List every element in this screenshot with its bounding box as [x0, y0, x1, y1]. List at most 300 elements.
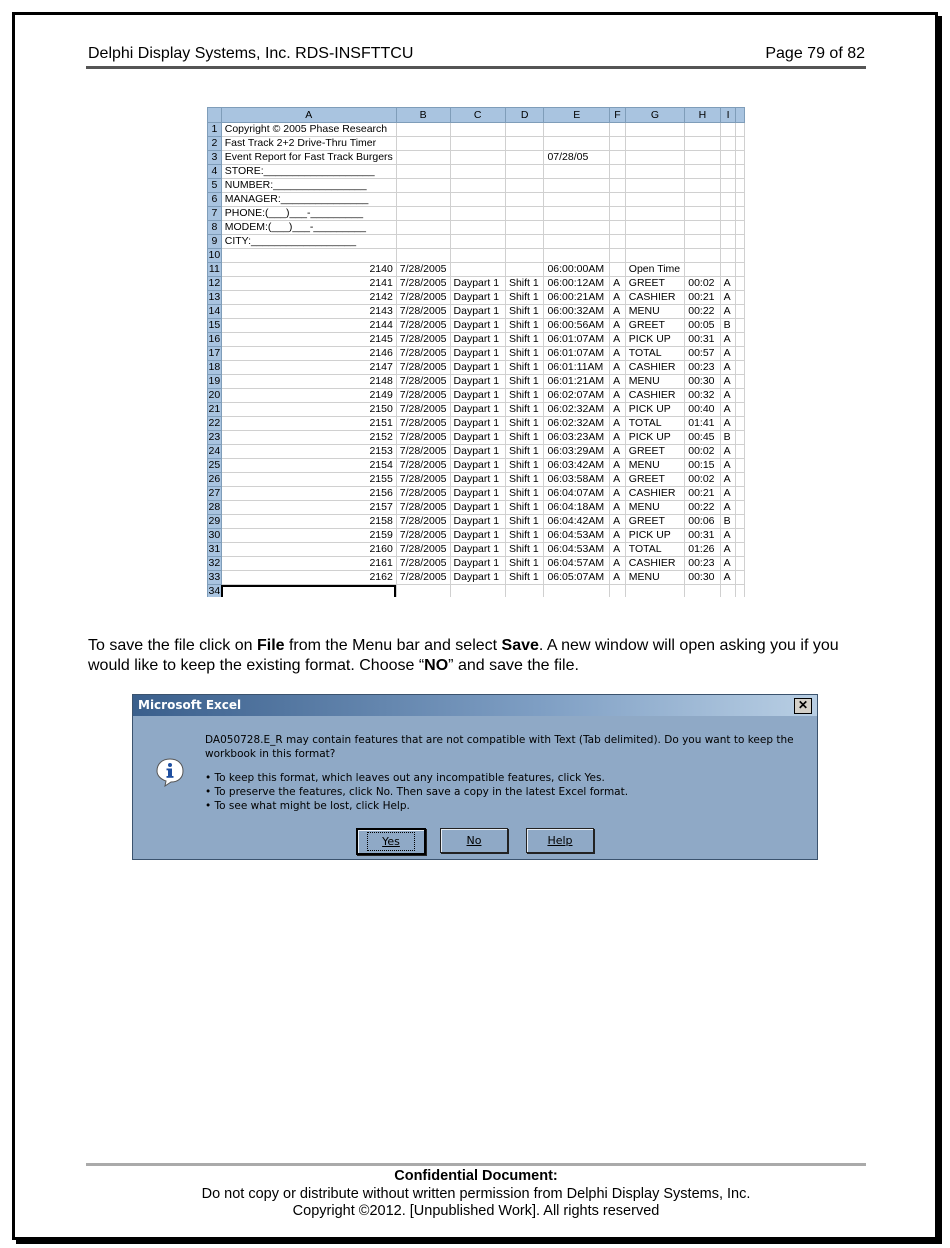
- cell[interactable]: 7/28/2005: [396, 529, 450, 543]
- cell[interactable]: 2152: [221, 431, 396, 445]
- cell[interactable]: [736, 487, 745, 501]
- cell[interactable]: 00:57: [685, 347, 720, 361]
- cell[interactable]: Daypart 1: [450, 347, 505, 361]
- cell[interactable]: A: [610, 375, 626, 389]
- cell[interactable]: Daypart 1: [450, 361, 505, 375]
- cell[interactable]: A: [720, 361, 736, 375]
- cell[interactable]: 7/28/2005: [396, 403, 450, 417]
- cell[interactable]: Shift 1: [505, 291, 544, 305]
- cell[interactable]: Shift 1: [505, 473, 544, 487]
- cell[interactable]: 7/28/2005: [396, 277, 450, 291]
- cell[interactable]: [544, 207, 610, 221]
- cell[interactable]: Daypart 1: [450, 333, 505, 347]
- cell[interactable]: Daypart 1: [450, 389, 505, 403]
- cell[interactable]: A: [610, 305, 626, 319]
- cell[interactable]: Daypart 1: [450, 445, 505, 459]
- cell[interactable]: 2154: [221, 459, 396, 473]
- cell[interactable]: B: [720, 431, 736, 445]
- cell[interactable]: [736, 585, 745, 598]
- cell[interactable]: NUMBER:________________: [221, 179, 396, 193]
- cell[interactable]: A: [720, 529, 736, 543]
- cell[interactable]: [720, 249, 736, 263]
- cell[interactable]: A: [610, 557, 626, 571]
- cell[interactable]: 06:00:32AM: [544, 305, 610, 319]
- row-header[interactable]: 13: [208, 291, 221, 303]
- cell[interactable]: [544, 585, 610, 598]
- cell[interactable]: [450, 193, 505, 207]
- cell[interactable]: 00:40: [685, 403, 720, 417]
- row-header[interactable]: 7: [208, 207, 222, 221]
- cell[interactable]: 00:05: [685, 319, 720, 333]
- cell[interactable]: 06:03:42AM: [544, 459, 610, 473]
- cell[interactable]: [505, 179, 544, 193]
- cell[interactable]: 2144: [221, 319, 396, 333]
- cell[interactable]: 06:03:58AM: [544, 473, 610, 487]
- cell[interactable]: MENU: [625, 571, 684, 585]
- row-header[interactable]: 11: [208, 263, 220, 275]
- cell[interactable]: GREET: [625, 473, 684, 487]
- cell[interactable]: 06:04:18AM: [544, 501, 610, 515]
- cell[interactable]: A: [720, 459, 736, 473]
- cell[interactable]: [505, 193, 544, 207]
- row-header[interactable]: 16: [208, 333, 221, 345]
- cell[interactable]: 7/28/2005: [396, 291, 450, 305]
- cell[interactable]: [736, 333, 745, 347]
- cell[interactable]: 7/28/2005: [396, 473, 450, 487]
- cell[interactable]: 00:30: [685, 571, 720, 585]
- cell[interactable]: 7/28/2005: [396, 515, 450, 529]
- cell[interactable]: [610, 179, 626, 193]
- cell[interactable]: [625, 165, 684, 179]
- cell[interactable]: 06:01:07AM: [544, 347, 610, 361]
- cell[interactable]: CASHIER: [625, 487, 684, 501]
- cell[interactable]: Shift 1: [505, 319, 544, 333]
- cell[interactable]: A: [720, 375, 736, 389]
- cell[interactable]: A: [610, 459, 626, 473]
- row-header[interactable]: 26: [208, 473, 221, 485]
- cell[interactable]: Daypart 1: [450, 543, 505, 557]
- cell[interactable]: A: [610, 361, 626, 375]
- cell[interactable]: A: [720, 403, 736, 417]
- cell[interactable]: 06:00:00AM: [544, 263, 610, 277]
- cell[interactable]: [396, 249, 450, 263]
- cell[interactable]: [505, 249, 544, 263]
- cell[interactable]: Event Report for Fast Track Burgers: [221, 151, 396, 165]
- cell[interactable]: [610, 123, 626, 137]
- cell[interactable]: [610, 207, 626, 221]
- cell[interactable]: 00:21: [685, 487, 720, 501]
- cell[interactable]: [544, 123, 610, 137]
- cell[interactable]: A: [610, 473, 626, 487]
- cell[interactable]: [610, 193, 626, 207]
- cell[interactable]: 7/28/2005: [396, 417, 450, 431]
- row-header[interactable]: 17: [208, 347, 221, 359]
- cell[interactable]: [450, 585, 505, 598]
- row-header[interactable]: 23: [208, 431, 221, 443]
- cell[interactable]: CASHIER: [625, 361, 684, 375]
- cell[interactable]: [610, 235, 626, 249]
- cell[interactable]: [625, 235, 684, 249]
- cell[interactable]: STORE:___________________: [221, 165, 396, 179]
- cell[interactable]: 7/28/2005: [396, 501, 450, 515]
- cell[interactable]: [720, 235, 736, 249]
- cell[interactable]: Daypart 1: [450, 515, 505, 529]
- cell[interactable]: PICK UP: [625, 529, 684, 543]
- cell[interactable]: [610, 263, 626, 277]
- cell[interactable]: Shift 1: [505, 305, 544, 319]
- cell[interactable]: Daypart 1: [450, 473, 505, 487]
- cell[interactable]: Shift 1: [505, 515, 544, 529]
- cell[interactable]: 7/28/2005: [396, 557, 450, 571]
- cell[interactable]: A: [610, 291, 626, 305]
- cell[interactable]: Shift 1: [505, 529, 544, 543]
- cell[interactable]: [625, 179, 684, 193]
- cell[interactable]: [736, 417, 745, 431]
- column-header[interactable]: F: [610, 108, 626, 123]
- cell[interactable]: Shift 1: [505, 557, 544, 571]
- cell[interactable]: [544, 179, 610, 193]
- cell[interactable]: [450, 263, 505, 277]
- cell[interactable]: Daypart 1: [450, 459, 505, 473]
- row-header[interactable]: 27: [208, 487, 221, 499]
- cell[interactable]: [736, 459, 745, 473]
- cell[interactable]: 2155: [221, 473, 396, 487]
- cell[interactable]: Shift 1: [505, 347, 544, 361]
- cell[interactable]: 2143: [221, 305, 396, 319]
- cell[interactable]: A: [610, 543, 626, 557]
- cell[interactable]: 06:00:21AM: [544, 291, 610, 305]
- cell[interactable]: 2149: [221, 389, 396, 403]
- select-all-corner[interactable]: [208, 108, 222, 123]
- cell[interactable]: 2142: [221, 291, 396, 305]
- cell[interactable]: MENU: [625, 501, 684, 515]
- cell[interactable]: [685, 249, 720, 263]
- cell[interactable]: [625, 585, 684, 598]
- cell[interactable]: [396, 123, 450, 137]
- cell[interactable]: [505, 221, 544, 235]
- cell[interactable]: 2158: [221, 515, 396, 529]
- cell[interactable]: [610, 585, 626, 598]
- row-header[interactable]: 12: [208, 277, 221, 289]
- cell[interactable]: GREET: [625, 445, 684, 459]
- cell[interactable]: [720, 585, 736, 598]
- cell[interactable]: [720, 179, 736, 193]
- cell[interactable]: TOTAL: [625, 417, 684, 431]
- cell[interactable]: 7/28/2005: [396, 487, 450, 501]
- cell[interactable]: 2151: [221, 417, 396, 431]
- cell[interactable]: A: [720, 543, 736, 557]
- cell[interactable]: Shift 1: [505, 361, 544, 375]
- cell[interactable]: A: [720, 347, 736, 361]
- cell[interactable]: GREET: [625, 515, 684, 529]
- cell[interactable]: 2147: [221, 361, 396, 375]
- cell[interactable]: A: [720, 473, 736, 487]
- row-header[interactable]: 3: [208, 151, 222, 165]
- cell[interactable]: A: [720, 501, 736, 515]
- cell[interactable]: [736, 389, 745, 403]
- cell[interactable]: [450, 249, 505, 263]
- cell[interactable]: Open Time: [625, 263, 684, 277]
- cell[interactable]: [610, 221, 626, 235]
- cell[interactable]: [736, 347, 745, 361]
- cell[interactable]: 2156: [221, 487, 396, 501]
- cell[interactable]: A: [610, 403, 626, 417]
- cell[interactable]: 00:21: [685, 291, 720, 305]
- row-header[interactable]: 4: [208, 165, 222, 179]
- row-header[interactable]: 24: [208, 445, 221, 457]
- cell[interactable]: [610, 249, 626, 263]
- cell[interactable]: [221, 249, 396, 263]
- cell[interactable]: 06:04:07AM: [544, 487, 610, 501]
- cell[interactable]: TOTAL: [625, 543, 684, 557]
- cell[interactable]: [736, 207, 745, 221]
- cell[interactable]: 2162: [221, 571, 396, 585]
- cell[interactable]: [736, 543, 745, 557]
- cell[interactable]: [685, 207, 720, 221]
- help-button[interactable]: Help: [526, 828, 594, 853]
- cell[interactable]: [736, 263, 745, 277]
- cell[interactable]: 00:02: [685, 473, 720, 487]
- cell[interactable]: 2148: [221, 375, 396, 389]
- row-header[interactable]: 30: [208, 529, 221, 541]
- cell[interactable]: 7/28/2005: [396, 347, 450, 361]
- cell[interactable]: [505, 585, 544, 598]
- cell[interactable]: [720, 221, 736, 235]
- column-header[interactable]: B: [396, 108, 450, 123]
- cell[interactable]: [544, 165, 610, 179]
- cell[interactable]: [685, 193, 720, 207]
- cell[interactable]: Shift 1: [505, 277, 544, 291]
- cell[interactable]: [685, 123, 720, 137]
- cell[interactable]: A: [720, 291, 736, 305]
- cell[interactable]: A: [720, 389, 736, 403]
- cell[interactable]: Daypart 1: [450, 501, 505, 515]
- cell[interactable]: [625, 123, 684, 137]
- cell[interactable]: [736, 151, 745, 165]
- row-header[interactable]: 18: [208, 361, 221, 373]
- cell[interactable]: 2160: [221, 543, 396, 557]
- row-header[interactable]: 21: [208, 403, 221, 415]
- cell[interactable]: 7/28/2005: [396, 571, 450, 585]
- row-header[interactable]: 1: [208, 123, 222, 137]
- cell[interactable]: A: [720, 417, 736, 431]
- cell[interactable]: B: [720, 319, 736, 333]
- row-header[interactable]: 31: [208, 543, 221, 555]
- cell[interactable]: PHONE:(___)___-_________: [221, 207, 396, 221]
- cell[interactable]: [396, 193, 450, 207]
- cell[interactable]: 06:01:21AM: [544, 375, 610, 389]
- cell[interactable]: [736, 137, 745, 151]
- cell[interactable]: [736, 277, 745, 291]
- cell[interactable]: [544, 221, 610, 235]
- cell[interactable]: 06:02:32AM: [544, 417, 610, 431]
- row-header[interactable]: 33: [208, 571, 221, 583]
- cell[interactable]: MANAGER:_______________: [221, 193, 396, 207]
- cell[interactable]: [505, 165, 544, 179]
- cell[interactable]: [685, 151, 720, 165]
- cell[interactable]: 06:04:53AM: [544, 529, 610, 543]
- cell[interactable]: [450, 137, 505, 151]
- cell[interactable]: 2159: [221, 529, 396, 543]
- cell[interactable]: A: [610, 529, 626, 543]
- cell[interactable]: A: [720, 305, 736, 319]
- cell[interactable]: [685, 179, 720, 193]
- cell[interactable]: [505, 137, 544, 151]
- cell[interactable]: 00:31: [685, 333, 720, 347]
- cell[interactable]: B: [720, 515, 736, 529]
- cell[interactable]: MENU: [625, 459, 684, 473]
- column-header[interactable]: E: [544, 108, 610, 123]
- cell[interactable]: [450, 179, 505, 193]
- no-button[interactable]: No: [440, 828, 508, 853]
- cell[interactable]: [720, 151, 736, 165]
- cell[interactable]: Daypart 1: [450, 375, 505, 389]
- cell[interactable]: [736, 179, 745, 193]
- cell[interactable]: PICK UP: [625, 431, 684, 445]
- cell[interactable]: Shift 1: [505, 431, 544, 445]
- cell[interactable]: Shift 1: [505, 543, 544, 557]
- cell[interactable]: [450, 151, 505, 165]
- cell[interactable]: [396, 137, 450, 151]
- cell[interactable]: Daypart 1: [450, 417, 505, 431]
- cell[interactable]: [736, 473, 745, 487]
- cell[interactable]: 00:45: [685, 431, 720, 445]
- cell[interactable]: Daypart 1: [450, 557, 505, 571]
- cell[interactable]: Shift 1: [505, 459, 544, 473]
- cell[interactable]: 06:04:42AM: [544, 515, 610, 529]
- cell[interactable]: 06:01:07AM: [544, 333, 610, 347]
- cell[interactable]: Daypart 1: [450, 305, 505, 319]
- cell[interactable]: [720, 207, 736, 221]
- row-header[interactable]: 15: [208, 319, 221, 331]
- cell[interactable]: PICK UP: [625, 403, 684, 417]
- close-icon[interactable]: ✕: [794, 698, 812, 714]
- cell[interactable]: [736, 557, 745, 571]
- cell[interactable]: 00:02: [685, 445, 720, 459]
- cell[interactable]: Shift 1: [505, 487, 544, 501]
- cell[interactable]: A: [610, 347, 626, 361]
- cell[interactable]: MENU: [625, 375, 684, 389]
- cell[interactable]: 7/28/2005: [396, 375, 450, 389]
- row-header[interactable]: 14: [208, 305, 221, 317]
- cell[interactable]: A: [610, 431, 626, 445]
- cell[interactable]: [736, 123, 745, 137]
- column-header[interactable]: D: [505, 108, 544, 123]
- cell[interactable]: 7/28/2005: [396, 333, 450, 347]
- cell[interactable]: 00:22: [685, 501, 720, 515]
- cell[interactable]: CASHIER: [625, 557, 684, 571]
- cell[interactable]: CASHIER: [625, 291, 684, 305]
- cell[interactable]: A: [610, 319, 626, 333]
- cell[interactable]: Daypart 1: [450, 487, 505, 501]
- cell[interactable]: [736, 431, 745, 445]
- cell[interactable]: 7/28/2005: [396, 459, 450, 473]
- cell[interactable]: A: [610, 445, 626, 459]
- cell[interactable]: [625, 249, 684, 263]
- cell[interactable]: A: [610, 501, 626, 515]
- cell[interactable]: [736, 319, 745, 333]
- cell[interactable]: [625, 221, 684, 235]
- cell[interactable]: A: [720, 445, 736, 459]
- cell[interactable]: [544, 137, 610, 151]
- cell[interactable]: 2146: [221, 347, 396, 361]
- cell[interactable]: [736, 375, 745, 389]
- row-header[interactable]: 19: [208, 375, 221, 387]
- cell[interactable]: Daypart 1: [450, 291, 505, 305]
- cell[interactable]: 2150: [221, 403, 396, 417]
- cell[interactable]: A: [610, 487, 626, 501]
- cell[interactable]: [736, 165, 745, 179]
- cell[interactable]: 00:02: [685, 277, 720, 291]
- cell[interactable]: 01:41: [685, 417, 720, 431]
- cell[interactable]: [544, 235, 610, 249]
- cell[interactable]: [736, 235, 745, 249]
- cell[interactable]: A: [610, 417, 626, 431]
- cell[interactable]: [396, 585, 450, 598]
- cell[interactable]: [610, 165, 626, 179]
- cell[interactable]: [625, 151, 684, 165]
- row-header[interactable]: 2: [208, 137, 222, 151]
- cell[interactable]: 2141: [221, 277, 396, 291]
- cell[interactable]: 2140: [221, 263, 396, 277]
- cell[interactable]: [685, 235, 720, 249]
- cell[interactable]: A: [720, 557, 736, 571]
- row-header[interactable]: 29: [208, 515, 221, 527]
- cell[interactable]: [720, 137, 736, 151]
- cell[interactable]: [720, 193, 736, 207]
- cell[interactable]: A: [610, 389, 626, 403]
- column-header[interactable]: C: [450, 108, 505, 123]
- cell[interactable]: 2153: [221, 445, 396, 459]
- cell[interactable]: 06:01:11AM: [544, 361, 610, 375]
- cell[interactable]: 7/28/2005: [396, 543, 450, 557]
- row-header[interactable]: 20: [208, 389, 221, 401]
- cell[interactable]: [396, 151, 450, 165]
- cell[interactable]: [736, 361, 745, 375]
- cell[interactable]: Fast Track 2+2 Drive-Thru Timer: [221, 137, 396, 151]
- cell[interactable]: [505, 235, 544, 249]
- cell[interactable]: 00:06: [685, 515, 720, 529]
- cell[interactable]: TOTAL: [625, 347, 684, 361]
- cell[interactable]: 00:31: [685, 529, 720, 543]
- cell[interactable]: Daypart 1: [450, 277, 505, 291]
- cell[interactable]: [450, 207, 505, 221]
- cell[interactable]: 7/28/2005: [396, 305, 450, 319]
- cell[interactable]: 00:23: [685, 557, 720, 571]
- cell[interactable]: [396, 179, 450, 193]
- cell[interactable]: [736, 291, 745, 305]
- cell[interactable]: Copyright © 2005 Phase Research: [221, 123, 396, 137]
- cell[interactable]: Shift 1: [505, 571, 544, 585]
- cell[interactable]: 7/28/2005: [396, 389, 450, 403]
- row-header[interactable]: 34: [208, 585, 221, 597]
- cell[interactable]: [720, 123, 736, 137]
- cell[interactable]: [720, 165, 736, 179]
- cell[interactable]: 06:05:07AM: [544, 571, 610, 585]
- cell[interactable]: [505, 123, 544, 137]
- row-header[interactable]: 8: [208, 221, 222, 235]
- cell[interactable]: 00:30: [685, 375, 720, 389]
- cell[interactable]: [685, 221, 720, 235]
- cell[interactable]: [610, 151, 626, 165]
- cell[interactable]: [450, 221, 505, 235]
- cell[interactable]: [736, 571, 745, 585]
- row-header[interactable]: 9: [208, 235, 222, 249]
- cell[interactable]: 06:03:29AM: [544, 445, 610, 459]
- cell[interactable]: [736, 529, 745, 543]
- cell[interactable]: Shift 1: [505, 375, 544, 389]
- cell[interactable]: [450, 235, 505, 249]
